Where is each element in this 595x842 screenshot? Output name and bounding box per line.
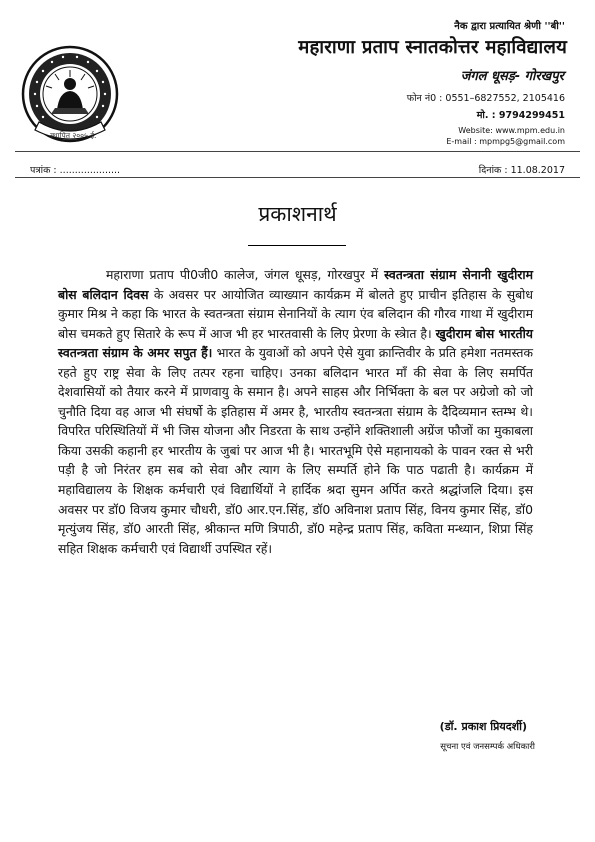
reference-number xyxy=(30,163,120,176)
phone-line xyxy=(407,91,565,104)
mobile-value: 9794299451 xyxy=(498,110,565,121)
para-bold-1: स्वतन्त्रता संग्राम सेनानी खुदीराम बोस बलिदान दिवस xyxy=(58,267,533,302)
para-bold-2: खुदीराम बोस भारतीय स्वतन्त्रता संग्राम के अमर सपुत हैं। xyxy=(58,325,533,361)
phone-label: फोन नं0 : xyxy=(406,93,443,104)
naac-grade-line: नैक द्वारा प्रत्यायित श्रेणी ''बी'' xyxy=(454,21,565,32)
established-year: स्थापित २००५ ई. xyxy=(50,131,97,140)
para-text-2: के अवसर पर आयोजित व्याख्यान कार्यक्रम में बोलते हुए प्राचीन इतिहास के सुबोध कुमार मिश्र ने कहा कि भारत के स्वतन्त्रता संग्राम सेनानियों के त्याग एंव बलिदान की गौरव गाथा में खुदीराम बोस चमकते हुए सितारे के रूप में आज भी हर भारतवासी के लिए प्रेरणा के स्त्रेात है। xyxy=(58,286,533,341)
body-paragraph xyxy=(58,265,533,558)
header-divider-top xyxy=(15,151,580,152)
document-heading: प्रकाशनार्थ xyxy=(258,202,337,226)
date-label: दिनांक : xyxy=(478,165,508,176)
website-line xyxy=(458,126,565,135)
website-label: Website: xyxy=(458,126,493,135)
college-name: महाराणा प्रताप स्नातकोत्तर महाविद्यालय xyxy=(298,37,567,58)
email-line xyxy=(446,137,565,146)
header-divider-bottom xyxy=(15,177,580,178)
heading-underline xyxy=(248,245,346,246)
para-text-3: भारत के युवाओं को अपने ऐसे युवा क्रान्तिवीर के प्रति हमेशा नतमस्तक रहते हुए राष्ट्र सेवा के लिए तत्पर रहना चाहिए। उनका बलिदान भारत माँ की सेवा के लिए समर्पित देशवासियों को तैयार करने में प्राणवायु के समान है। अपने साहस और निर्भिक्ता के बल पर अग्रेजो को जो चुनौति दिया वह आज भी संघर्षो के इतिहास में अमर है, भारतीय स्वतन्त्रता संग्राम के दैदिव्यमान स्तम्भ थे। विपरित परिस्थितियों में भी जिस योजना और निडरता के साथ उन्होंने शक्तिशाली अग्रेंज फौजों का मुकाबला किया उसकी कहानी हर भारतीय के जुबां पर आज भी है। भारतभूमि ऐसे महानायको के पावन रक्त से भरी पड़ी है जो निरंतर हम सब को सेवा और त्याग के लिए सम्पर्ति होने कि पाठ पढाती है। कार्यक्रम में महाविद्यालय के शिक्षक कर्मचारी एवं विद्यार्थियों ने हार्दिक श्रदा सुमन अर्पित करते श्रद्धांजलि दिया। इस अवसर पर डॉ0 विजय कुमार चौधरी, डॉ0 आर.एन.सिंह, डॉ0 अविनाश प्रताप सिंह, विनय कुमार सिंह, डॉ0 मृत्युंजय सिंह, डॉ0 आरती सिंह, श्रीकान्त मणि त्रिपाठी, डॉ0 महेन्द्र प्रताप सिंह, कविता मन्ध्यान, शिप्रा सिंह सहित शिक्षक कर्मचारी एवं विद्यार्थी उपस्थित रहें। xyxy=(58,345,533,556)
website-link[interactable]: www.mpm.edu.in xyxy=(495,126,565,135)
college-address: जंगल धूसड़- गोरखपुर xyxy=(460,69,564,84)
signatory-designation: सूचना एवं जनसम्पर्क अधिकारी xyxy=(440,742,535,752)
phone-value: 0551–6827552, 2105416 xyxy=(445,93,565,104)
para-text-1: महाराणा प्रताप पी0जी0 कालेज, जंगल धूसड़, गोरखपुर में xyxy=(106,267,385,282)
email-link[interactable]: mpmpg5@gmail.com xyxy=(479,137,565,146)
email-label: E-mail : xyxy=(446,137,477,146)
reference-label: पत्रांक : xyxy=(30,165,57,176)
document-date xyxy=(479,163,565,176)
reference-value: .................... xyxy=(59,165,121,176)
signatory-name: (डॉ. प्रकाश प्रियदर्शी) xyxy=(439,720,527,733)
date-value: 11.08.2017 xyxy=(510,165,565,176)
college-emblem-icon xyxy=(15,44,125,144)
mobile-line xyxy=(477,108,565,121)
mobile-label: मो. : xyxy=(476,110,496,121)
